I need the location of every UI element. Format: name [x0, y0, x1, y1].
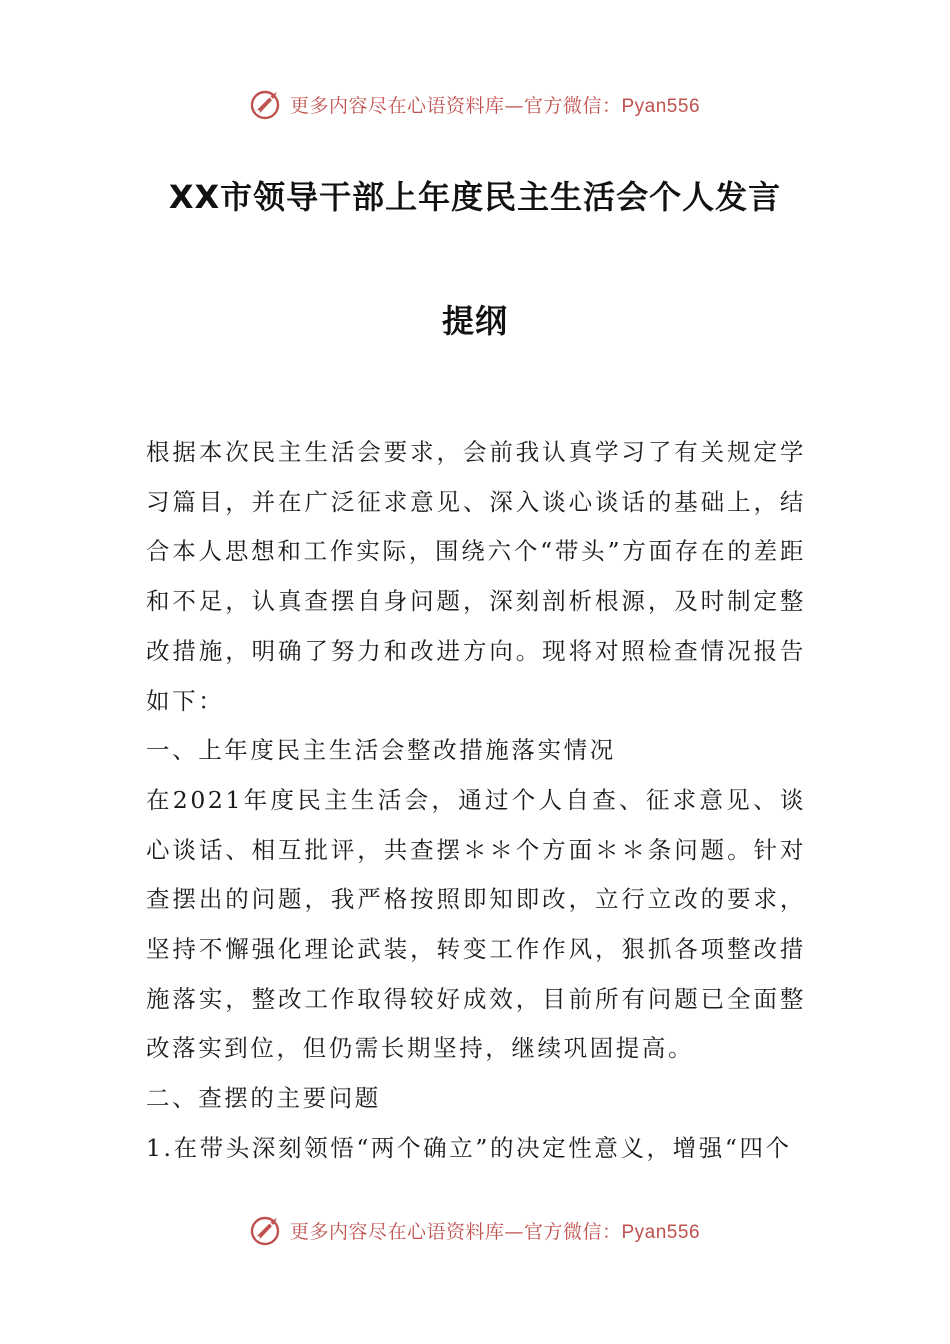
watermark-wechat-id: Pyan556: [621, 1221, 701, 1243]
watermark-footer: [0, 1210, 950, 1250]
pen-nib-seal-icon: [250, 87, 284, 121]
document-body: [146, 428, 806, 1174]
section-heading-1: 一、上年度民主生活会整改措施落实情况: [146, 736, 616, 765]
document-title-line-1: XX市领导干部上年度民主生活会个人发言: [168, 178, 782, 216]
section-1-paragraph: 在2021年度民主生活会，通过个人自查、征求意见、谈心谈话、相互批评，共查摆＊＊个方面＊＊条问题。针对查摆出的问题，我严格按照即知即改，立行立改的要求，坚持不懈强化理论武装，转变工作作风，狠抓各项整改措施落实，整改工作取得较好成效，目前所有问题已全面整改落实到位，但仍需长期坚持，继续巩固提高。: [146, 785, 806, 1063]
pen-nib-seal-icon: [250, 1213, 284, 1247]
section-2-item-1: 1.在带头深刻领悟“两个确立”的决定性意义，增强“四个: [146, 1133, 792, 1162]
document-title-line-2: 提纲: [441, 302, 508, 340]
intro-paragraph: 根据本次民主生活会要求，会前我认真学习了有关规定学习篇目，并在广泛征求意见、深入谈心谈话的基础上，结合本人思想和工作实际，围绕六个“带头”方面存在的差距和不足，认真查摆自身问题，深刻剖析根源，及时制定整改措施，明确了努力和改进方向。现将对照检查情况报告如下：: [146, 438, 806, 715]
watermark-wechat-id: Pyan556: [621, 95, 701, 117]
watermark-header: [0, 84, 950, 124]
section-heading-2: 二、查摆的主要问题: [146, 1084, 381, 1113]
watermark-text: 更多内容尽在心语资料库—官方微信：Pyan556: [289, 94, 701, 117]
watermark-text: 更多内容尽在心语资料库—官方微信：Pyan556: [289, 1220, 701, 1243]
